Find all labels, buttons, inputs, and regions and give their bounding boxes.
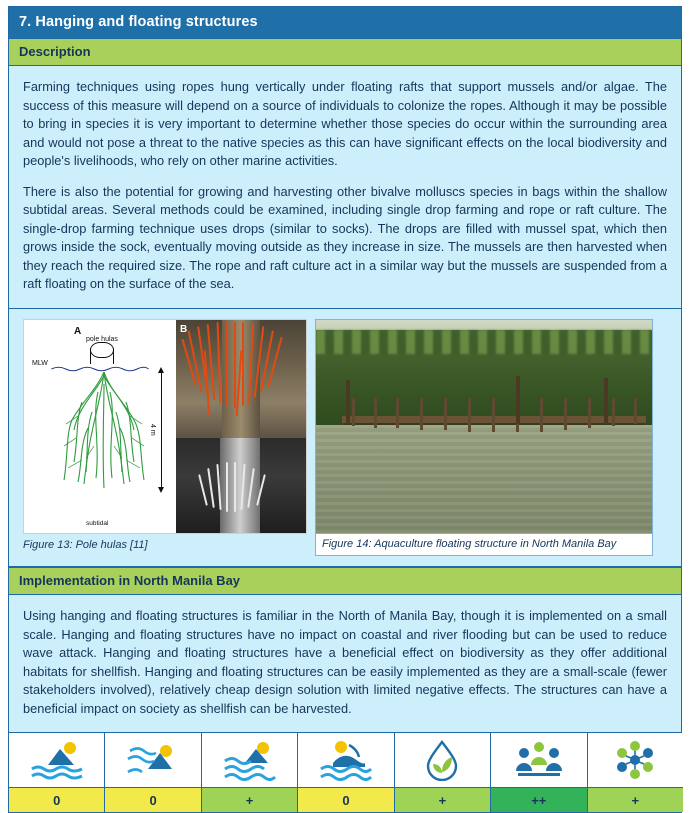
score-column-society bbox=[491, 733, 587, 812]
description-paragraph-1: Farming techniques using ropes hung vertically under floating rafts that support mussels and/or algae. The success of this measure will depend on a source of individuals to colonize the ropes. Although it may be possible to bring in species it is very important to determine whether those species do occur within the surrounding area and would not pose a threat to the native species as this can have significant effects on the local biodiversity and people's livelihoods, who rely on other marine activities. bbox=[23, 79, 667, 169]
implementation-paragraph: Using hanging and floating structures is familiar in the North of Manila Bay, though it is implemented on a small scale. Hanging and floating structures have no impact on coastal and river flooding but can be used to reduce wave attack. Hanging and floating structures have a beneficial effect on biodiversity as they offer additional habitats for shellfish. Hanging and floating structures can be easily implemented as they are a small-scale (fewer stakeholders involved), relatively cheap design solution with limited negative effects. The structures can have a beneficial impact on society as shellfish can be harvested. bbox=[23, 608, 667, 716]
figure-13-mlw-label: MLW bbox=[32, 360, 48, 368]
score-column-coastal-flooding bbox=[9, 733, 105, 812]
figure-13-depth-label: 4 m bbox=[149, 424, 156, 436]
wave-attack-icon bbox=[202, 733, 297, 788]
score-value-coastal-flooding: 0 bbox=[9, 788, 104, 812]
figure-14-image bbox=[315, 319, 653, 534]
score-value-erosion: 0 bbox=[298, 788, 393, 812]
water-quality-icon bbox=[395, 733, 490, 788]
score-value-river-flooding: 0 bbox=[105, 788, 200, 812]
depth-arrow bbox=[161, 372, 162, 488]
figure-14-caption: Figure 14: Aquaculture floating structure in North Manila Bay bbox=[315, 534, 653, 556]
figure-13-image bbox=[23, 319, 307, 534]
score-value-wave-attack: + bbox=[202, 788, 297, 812]
score-column-wave-attack bbox=[202, 733, 298, 812]
figure-13-panel-a bbox=[24, 320, 176, 533]
mangrove-treeline bbox=[316, 330, 652, 426]
figure-13-block bbox=[23, 319, 307, 552]
description-body bbox=[9, 66, 681, 309]
coastal-flooding-icon bbox=[9, 733, 104, 788]
score-column-water-quality bbox=[395, 733, 491, 812]
score-column-erosion bbox=[298, 733, 394, 812]
description-section-header: Description bbox=[9, 38, 681, 66]
measure-card bbox=[8, 6, 682, 813]
figures-row bbox=[9, 309, 681, 567]
pole-stem bbox=[90, 348, 114, 364]
erosion-icon bbox=[298, 733, 393, 788]
description-paragraph-2: There is also the potential for growing and harvesting other bivalve molluscs species in bags within the shallow subtidal areas. Several methods could be examined, including single drop farming and rope or raft culture. The single-drop farming technique uses drops (similar to socks). The drops are filled with mussel spat, which then grows inside the sock, eventually moving outside as they increase in size. The mussels are then harvested when they reach the required size. The rope and raft culture act in a similar way but the mussels are suspended from a raft floating on the surface of the sea. bbox=[23, 183, 667, 292]
score-value-water-quality: + bbox=[395, 788, 490, 812]
photo-white-fringe bbox=[176, 438, 306, 533]
page-title: 7. Hanging and floating structures bbox=[9, 7, 681, 38]
score-table bbox=[9, 733, 683, 812]
implementation-body bbox=[9, 595, 681, 733]
river-flooding-icon bbox=[105, 733, 200, 788]
biodiversity-icon bbox=[588, 733, 683, 788]
bay-water bbox=[316, 425, 652, 533]
society-icon bbox=[491, 733, 586, 788]
figure-13-caption: Figure 13: Pole hulas [11] bbox=[23, 539, 148, 552]
figure-13-title-text: pole hulas bbox=[86, 336, 118, 344]
score-column-river-flooding bbox=[105, 733, 201, 812]
score-value-society: ++ bbox=[491, 788, 586, 812]
figure-13-panel-a-label: A bbox=[74, 326, 82, 338]
hula-ropes-drawing bbox=[52, 372, 156, 492]
score-value-biodiversity: + bbox=[588, 788, 683, 812]
figure-13-subtidal-label: subtidal bbox=[86, 520, 109, 528]
figure-13-panel-b bbox=[176, 320, 306, 533]
score-column-biodiversity bbox=[588, 733, 683, 812]
photo-orange-fibers bbox=[176, 320, 306, 438]
water-level-line bbox=[32, 364, 168, 374]
implementation-section-header: Implementation in North Manila Bay bbox=[9, 567, 681, 595]
figure-14-block bbox=[315, 319, 653, 556]
figure-13-panel-b-label: B bbox=[180, 324, 188, 336]
